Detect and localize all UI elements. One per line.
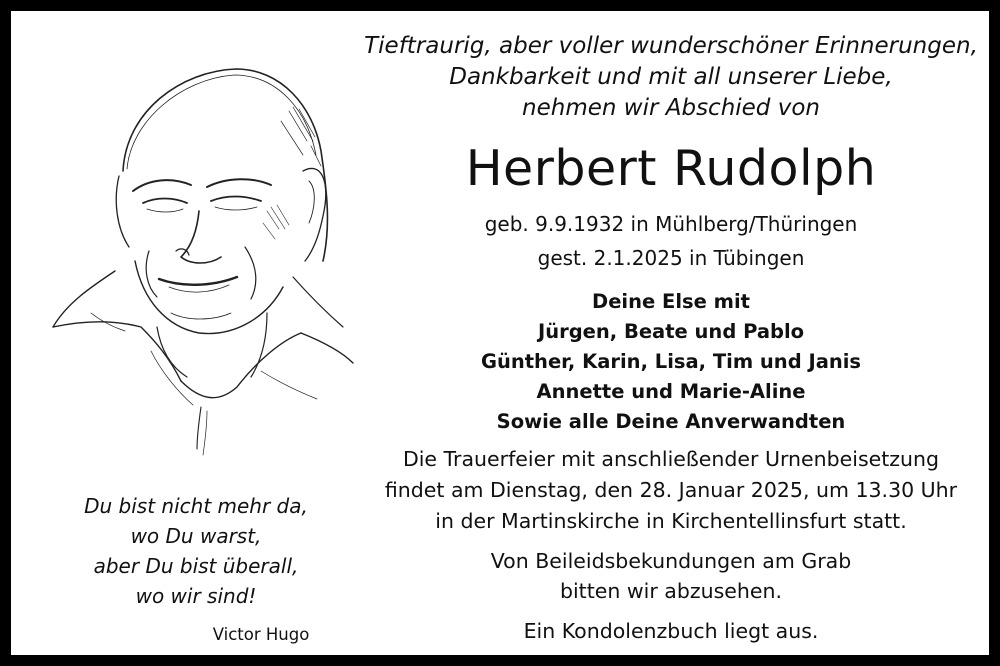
intro-line-1: Tieftraurig, aber voller wunderschöner Erinnerungen, — [364, 33, 978, 59]
quote-line-2: wo Du warst, — [130, 524, 262, 548]
service-line-1: Die Trauerfeier mit anschließender Urnenbeisetzung — [402, 447, 940, 471]
quote-line-1: Du bist nicht mehr da, — [84, 494, 308, 518]
birth-date: geb. 9.9.1932 in Mühlberg/Thüringen — [484, 212, 858, 236]
family-line-1: Deine Else mit — [592, 290, 750, 313]
condolence-note-line-1: Von Beileidsbekundungen am Grab — [490, 549, 852, 573]
deceased-name: Herbert Rudolph — [465, 140, 877, 197]
quote-line-4: wo wir sind! — [135, 584, 257, 608]
intro-line-3: nehmen wir Abschied von — [522, 95, 820, 121]
service-line-3: in der Martinskirche in Kirchentellinsfurt statt. — [435, 509, 907, 533]
quote-author: Victor Hugo — [212, 625, 310, 644]
family-line-2: Jürgen, Beate und Pablo — [537, 320, 805, 343]
condolence-note-line-2: bitten wir abzusehen. — [559, 579, 783, 603]
service-line-2: findet am Dienstag, den 28. Januar 2025, um 13.30 Uhr — [384, 478, 958, 502]
family-line-4: Annette und Marie-Aline — [536, 380, 806, 403]
intro-line-2: Dankbarkeit und mit all unserer Liebe, — [449, 64, 893, 90]
family-line-3: Günther, Karin, Lisa, Tim und Janis — [480, 350, 862, 373]
portrait-sketch-icon — [31, 51, 361, 461]
condolence-book: Ein Kondolenzbuch liegt aus. — [523, 619, 819, 643]
death-date: gest. 2.1.2025 in Tübingen — [537, 246, 805, 270]
family-line-5: Sowie alle Deine Anverwandten — [496, 410, 846, 433]
quote-line-3: aber Du bist überall, — [93, 554, 299, 578]
